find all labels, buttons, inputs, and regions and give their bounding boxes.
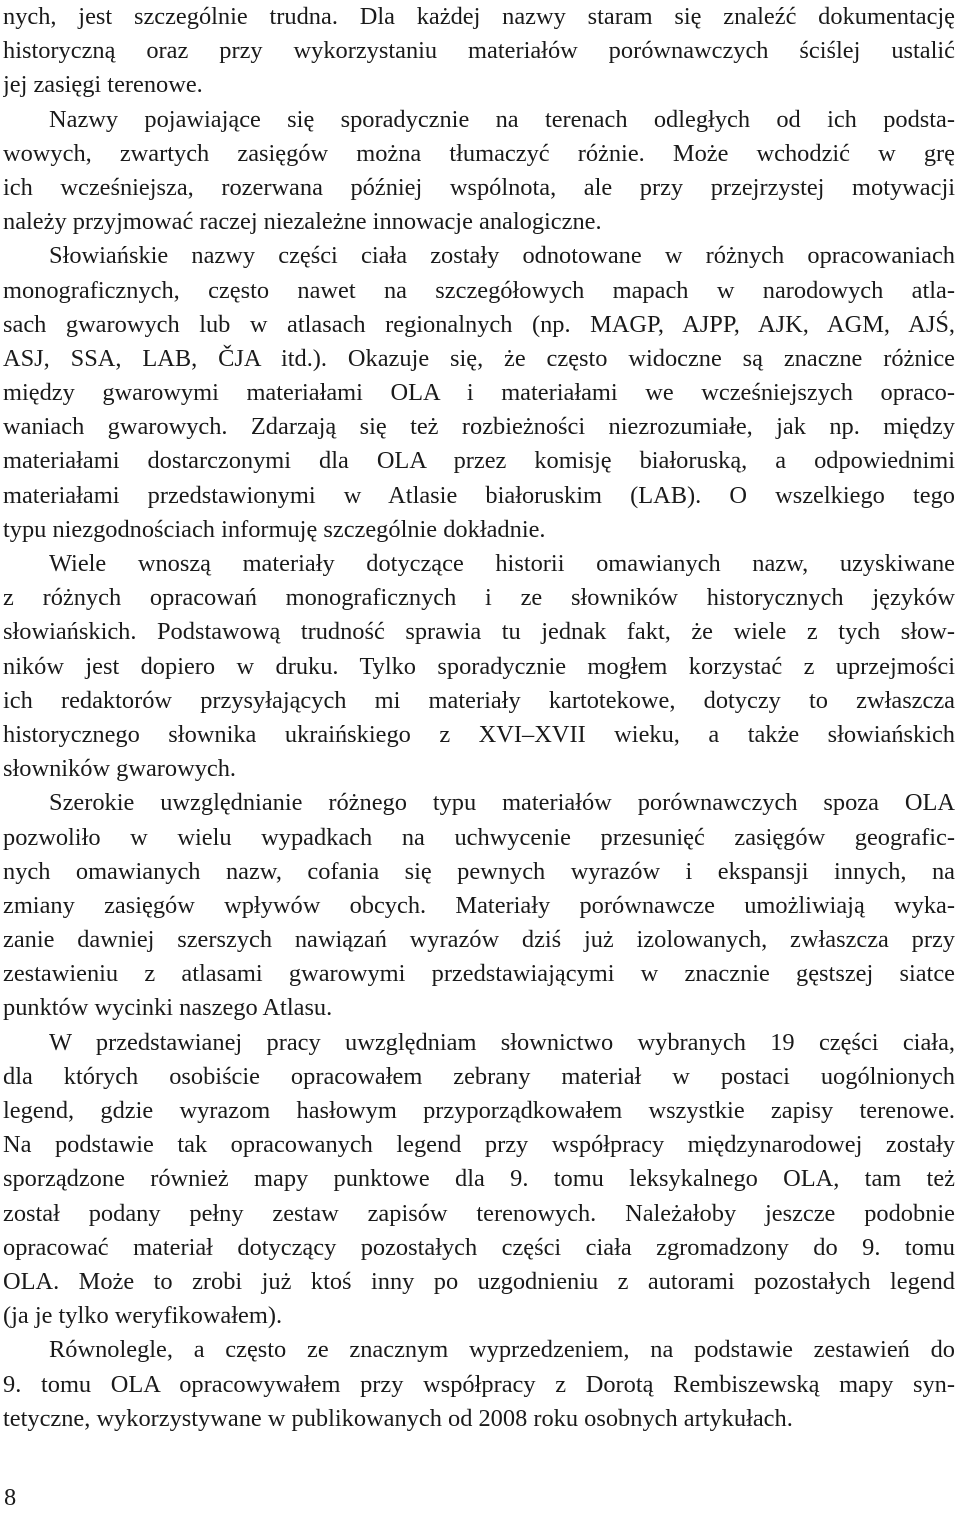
text-line: Równolegle, a często ze znacznym wyprzedzeniem, na podstawie zestawień do (49, 1336, 955, 1364)
text-line: pozwoliło w wielu wypadkach na uchwycenie przesunięć zasięgów geografic- (3, 823, 955, 851)
text-line: zanie dawniej szerszych nawiązań wyrazów dziś już izolowanych, zwłaszcza przy (3, 926, 955, 954)
text-line: sporządzone również mapy punktowe dla 9. tomu leksykalnego OLA, tam też (3, 1165, 955, 1193)
text-line: został podany pełny zestaw zapisów terenowych. Należałoby jeszcze podobnie (3, 1199, 955, 1227)
text-line: ich wcześniejsza, rozerwana później wspólnota, ale przy przejrzystej motywacji (3, 173, 955, 201)
text-line: słowników gwarowych. (3, 755, 237, 783)
text-line: Na podstawie tak opracowanych legend przy współpracy międzynarodowej zostały (3, 1131, 955, 1159)
text-line: Nazwy pojawiające się sporadycznie na terenach odległych od ich podsta- (49, 105, 955, 133)
text-line: słowiańskich. Podstawową trudność sprawia tu jednak fakt, że wiele z tych słow- (3, 618, 955, 646)
text-line: (ja je tylko weryfikowałem). (3, 1302, 283, 1330)
text-line: Słowiańskie nazwy części ciała zostały odnotowane w różnych opracowaniach (49, 242, 955, 270)
text-line: zmiany zasięgów wpływów obcych. Materiały porównawcze umożliwiają wyka- (3, 891, 955, 919)
text-line: historycznego słownika ukraińskiego z XVI–XVII wieku, a także słowiańskich (3, 720, 955, 748)
text-line: OLA. Może to zrobi już ktoś inny po uzgodnieniu z autorami pozostałych legend (3, 1267, 955, 1295)
text-line: należy przyjmować raczej niezależne innowacje analogiczne. (3, 208, 602, 236)
text-line: historyczną oraz przy wykorzystaniu materiałów porównawczych ściślej ustalić (3, 37, 955, 65)
text-line: tetyczne, wykorzystywane w publikowanych od 2008 roku osobnych artykułach. (3, 1404, 793, 1432)
text-line: wowych, zwartych zasięgów można tłumaczyć różnie. Może wchodzić w grę (3, 139, 955, 167)
text-line: materiałami dostarczonymi dla OLA przez komisję białoruską, a odpowiednimi (3, 447, 955, 475)
text-line: Wiele wnoszą materiały dotyczące historii omawianych nazw, uzyskiwane (49, 550, 955, 577)
text-line: nych omawianych nazw, cofania się pewnych wyrazów i ekspansji innych, na (3, 857, 955, 885)
text-line: materiałami przedstawionymi w Atlasie białoruskim (LAB). O wszelkiego tego (3, 481, 955, 509)
text-line: ników jest dopiero w druku. Tylko sporadycznie mogłem korzystać z uprzejmości (3, 652, 955, 680)
text-line: waniach gwarowych. Zdarzają się też rozbieżności niezrozumiałe, jak np. między (3, 413, 955, 441)
text-line: Szerokie uwzględnianie różnego typu materiałów porównawczych spoza OLA (49, 789, 955, 817)
text-line: nych, jest szczególnie trudna. Dla każdej nazwy staram się znaleźć dokumentację (3, 3, 955, 30)
page-number: 8 (4, 1484, 17, 1511)
text-line: monograficznych, często nawet na szczegółowych mapach w narodowych atla- (3, 276, 955, 304)
text-line: sach gwarowych lub w atlasach regionalnych (np. MAGP, AJPP, AJK, AGM, AJŚ, (3, 310, 955, 338)
text-line: dla których osobiście opracowałem zebrany materiał w postaci uogólnionych (3, 1062, 955, 1090)
document-page (3, 0, 955, 1522)
body-text (3, 0, 955, 1436)
text-line: 9. tomu OLA opracowywałem przy współpracy z Dorotą Rembiszewską mapy syn- (3, 1370, 955, 1398)
text-line: legend, gdzie wyrazom hasłowym przyporządkowałem wszystkie zapisy terenowe. (3, 1097, 955, 1124)
text-line: między gwarowymi materiałami OLA i materiałami we wcześniejszych opraco- (3, 379, 955, 407)
text-line: zestawieniu z atlasami gwarowymi przedstawiającymi w znacznie gęstszej siatce (3, 960, 955, 988)
text-line: ASJ, SSA, LAB, ČJA itd.). Okazuje się, że często widoczne są znaczne różnice (3, 344, 955, 372)
text-line: typu niezgodnościach informuję szczególnie dokładnie. (3, 515, 546, 543)
text-line: z różnych opracowań monograficznych i ze słowników historycznych języków (3, 584, 955, 612)
text-line: punktów wycinki naszego Atlasu. (3, 994, 333, 1022)
text-line: W przedstawianej pracy uwzględniam słownictwo wybranych 19 części ciała, (49, 1028, 955, 1056)
text-line: opracować materiał dotyczący pozostałych części ciała zgromadzony do 9. tomu (3, 1233, 955, 1261)
text-line: ich redaktorów przysyłających mi materiały kartotekowe, dotyczy to zwłaszcza (3, 686, 955, 714)
text-line: jej zasięgi terenowe. (3, 71, 203, 99)
